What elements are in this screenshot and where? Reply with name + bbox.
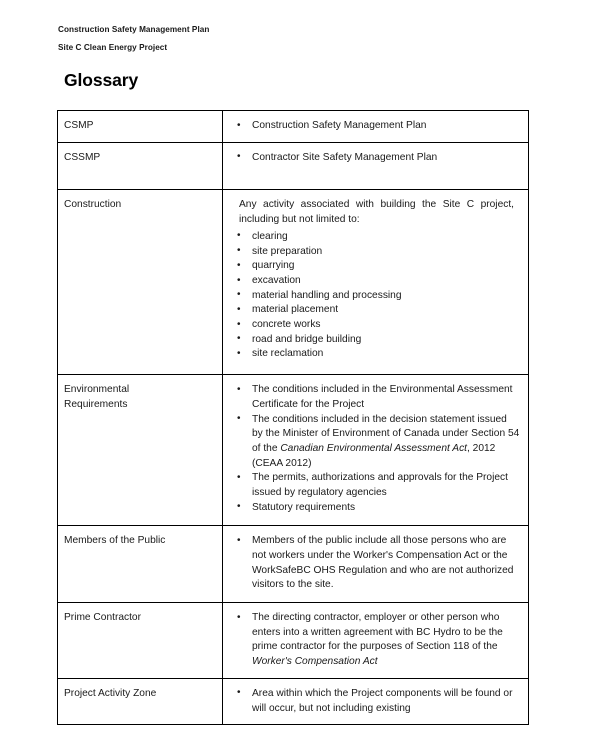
list-item: • quarrying xyxy=(233,259,520,274)
term-label: Construction xyxy=(64,199,122,211)
term-cell xyxy=(58,190,223,375)
term-cell xyxy=(58,526,223,603)
definition-cell xyxy=(223,603,529,679)
list-item xyxy=(233,611,520,670)
term-cell xyxy=(58,142,223,190)
list-item-text-before: The directing contractor, employer or other person who enters into a written agreement with BC Hydro to be the prime contractor for the purposes of Section 118 of the xyxy=(252,612,503,653)
list-item xyxy=(233,413,520,472)
definition-cell xyxy=(223,190,529,375)
list-item: • Construction Safety Management Plan xyxy=(233,119,520,134)
definition-list xyxy=(233,230,520,362)
term-label-line1: Environmental xyxy=(64,384,130,396)
definition-list xyxy=(233,687,520,716)
definition-list xyxy=(233,611,520,670)
list-item: • material handling and processing xyxy=(233,289,520,304)
header-line-project-name: Site C Clean Energy Project xyxy=(58,43,168,53)
definition-list xyxy=(233,119,520,134)
term-cell xyxy=(58,111,223,143)
table-row xyxy=(58,375,529,526)
term-label: CSMP xyxy=(64,120,94,131)
table-row xyxy=(58,111,529,143)
list-item: • Statutory requirements xyxy=(233,501,520,516)
legislation-title-italic: Worker's Compensation Act xyxy=(252,656,378,668)
list-item: • Area within which the Project components will be found or will occur, but not including existing xyxy=(233,687,520,716)
definition-list xyxy=(233,383,520,515)
definition-cell xyxy=(223,526,529,603)
definition-cell xyxy=(223,678,529,724)
running-header xyxy=(58,24,528,60)
list-item-text-before: The conditions included in the decision statement issued by the Minister of Environment of Canada under Section 54 of the xyxy=(252,413,520,454)
list-item: • material placement xyxy=(233,303,520,318)
table-row xyxy=(58,603,529,679)
list-item-text-after: , 2012 (CEAA 2012) xyxy=(252,442,496,469)
list-item: • The permits, authorizations and approvals for the Project issued by regulatory agencies xyxy=(233,471,520,500)
term-label: Project Activity Zone xyxy=(64,687,157,699)
table-row xyxy=(58,142,529,190)
page-title: Glossary xyxy=(64,70,139,90)
definition-cell xyxy=(223,375,529,526)
header-line-plan-title: Construction Safety Management Plan xyxy=(58,25,210,34)
term-label: CSSMP xyxy=(64,151,101,163)
table-row xyxy=(58,678,529,724)
table-row xyxy=(58,190,529,375)
term-cell xyxy=(58,375,223,526)
definition-cell xyxy=(223,142,529,190)
list-item: • road and bridge building xyxy=(233,333,520,348)
glossary-table xyxy=(57,110,529,725)
definition-list xyxy=(233,534,520,593)
list-item: • excavation xyxy=(233,274,520,289)
table-row xyxy=(58,526,529,603)
list-item: • concrete works xyxy=(233,318,520,333)
term-label-line2: Requirements xyxy=(64,398,128,410)
term-label xyxy=(58,375,222,420)
list-item: • Members of the public include all those persons who are not workers under the Worker's Compensation Act or the WorkSafeBC OHS Regulation and who are not authorized visitors to the site. xyxy=(233,534,520,593)
list-item: • Contractor Site Safety Management Plan xyxy=(233,151,520,166)
legislation-title-italic: Canadian Environmental Assessment Act xyxy=(280,442,468,454)
list-item: • site preparation xyxy=(233,245,520,260)
definition-intro: Any activity associated with building the Site C project, including but not limited to: xyxy=(239,199,514,226)
term-label: Members of the Public xyxy=(64,535,166,547)
term-cell xyxy=(58,678,223,724)
list-item: • site reclamation xyxy=(233,347,520,362)
definition-list xyxy=(233,151,520,166)
list-item: • clearing xyxy=(233,230,520,245)
definition-cell xyxy=(223,111,529,143)
term-cell xyxy=(58,603,223,679)
list-item: • The conditions included in the Environmental Assessment Certificate for the Project xyxy=(233,383,520,412)
term-label: Prime Contractor xyxy=(64,612,141,624)
